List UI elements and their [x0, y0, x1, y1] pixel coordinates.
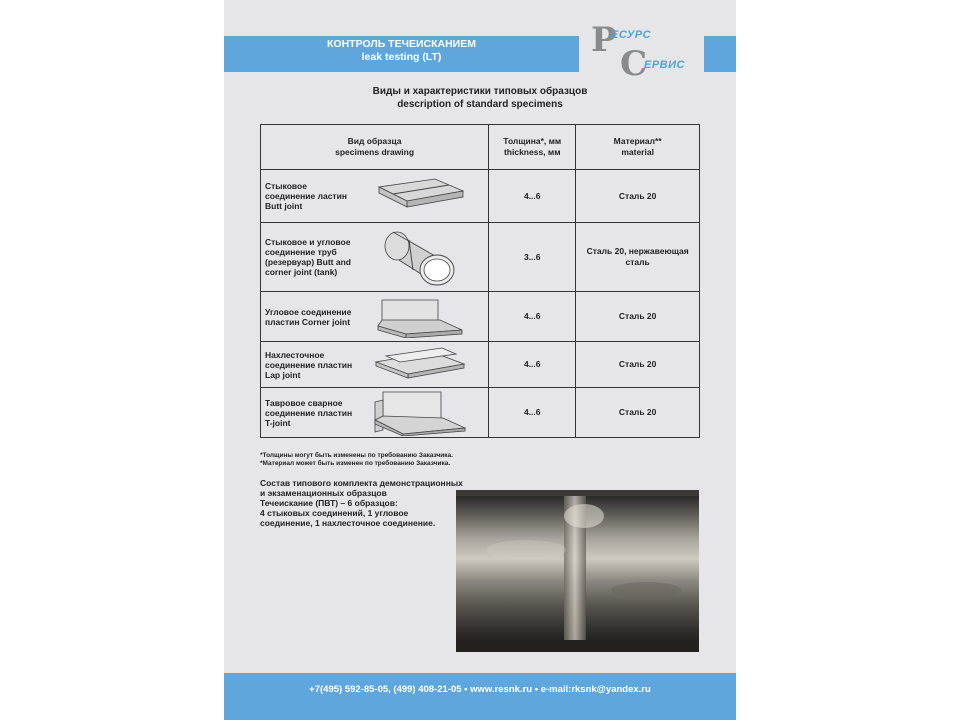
header-kind: Вид образца specimens drawing	[261, 125, 489, 170]
section-title-ru: Виды и характеристики типовых образцов	[372, 86, 588, 97]
footnote-material: *Материал может быть изменен по требованию Заказчика.	[260, 460, 451, 467]
pipe-joint-icon	[353, 226, 488, 288]
brochure-page	[224, 0, 736, 720]
table-row	[261, 223, 700, 292]
header-thickness: Толщина*, мм thickness, мм	[489, 125, 576, 170]
table-header-row	[261, 125, 700, 170]
row-material: Сталь 20, нержавеющая сталь	[576, 223, 700, 292]
header-title-en: leak testing (LT)	[361, 51, 442, 63]
corner-joint-icon	[353, 296, 488, 338]
row-label: Стыковое соединение ластин Butt joint	[265, 181, 347, 211]
row-material: Сталь 20	[576, 388, 700, 438]
row-material: Сталь 20	[576, 292, 700, 342]
row-label: Нахлесточное соединение пластин Lap joint	[265, 349, 353, 380]
lap-joint-icon	[353, 346, 488, 384]
header-material: Материал** material	[576, 125, 700, 170]
section-title-en: description of standard specimens	[397, 99, 563, 110]
row-label: Стыковое и угловое соединение труб (резервуар) Butt and corner joint (tank)	[265, 237, 351, 277]
footer-contacts: +7(495) 592-85-05, (499) 408-21-05 • www.resnk.ru • e-mail:rksnk@yandex.ru	[224, 673, 736, 720]
butt-joint-plate-icon	[353, 177, 488, 215]
footnotes	[260, 452, 453, 468]
header-banner-right	[704, 36, 736, 72]
t-joint-icon	[353, 390, 488, 436]
header-title-ru: КОНТРОЛЬ ТЕЧЕИСКАНИЕМ	[327, 38, 476, 50]
row-thickness: 4...6	[489, 388, 576, 438]
row-material: Сталь 20	[576, 342, 700, 388]
table-row	[261, 388, 700, 438]
weld-pipe-photo	[456, 490, 699, 652]
row-thickness: 4...6	[489, 292, 576, 342]
header-title	[224, 38, 579, 64]
row-thickness: 3...6	[489, 223, 576, 292]
row-label: Тавровое сварное соединение пластин T-joint	[265, 397, 353, 428]
kit-composition: Состав типового комплекта демонстрационных и экзаменационных образцов Течеискание (ПВТ) – 6 образцов: 4 стыковых соединений, 1 угловое соединение, 1 нахлесточное соединение.	[260, 478, 463, 528]
row-thickness: 4...6	[489, 170, 576, 223]
row-label: Угловое соединение пластин Corner joint	[265, 306, 352, 327]
table-row	[261, 292, 700, 342]
footnote-thickness: *Толщины могут быть изменены по требованию Заказчика.	[260, 452, 453, 459]
table-row	[261, 342, 700, 388]
specimens-table	[260, 124, 700, 438]
row-thickness: 4...6	[489, 342, 576, 388]
row-material: Сталь 20	[576, 170, 700, 223]
company-logo: Р ЕСУРС С ЕРВИС	[591, 20, 685, 84]
table-row	[261, 170, 700, 223]
